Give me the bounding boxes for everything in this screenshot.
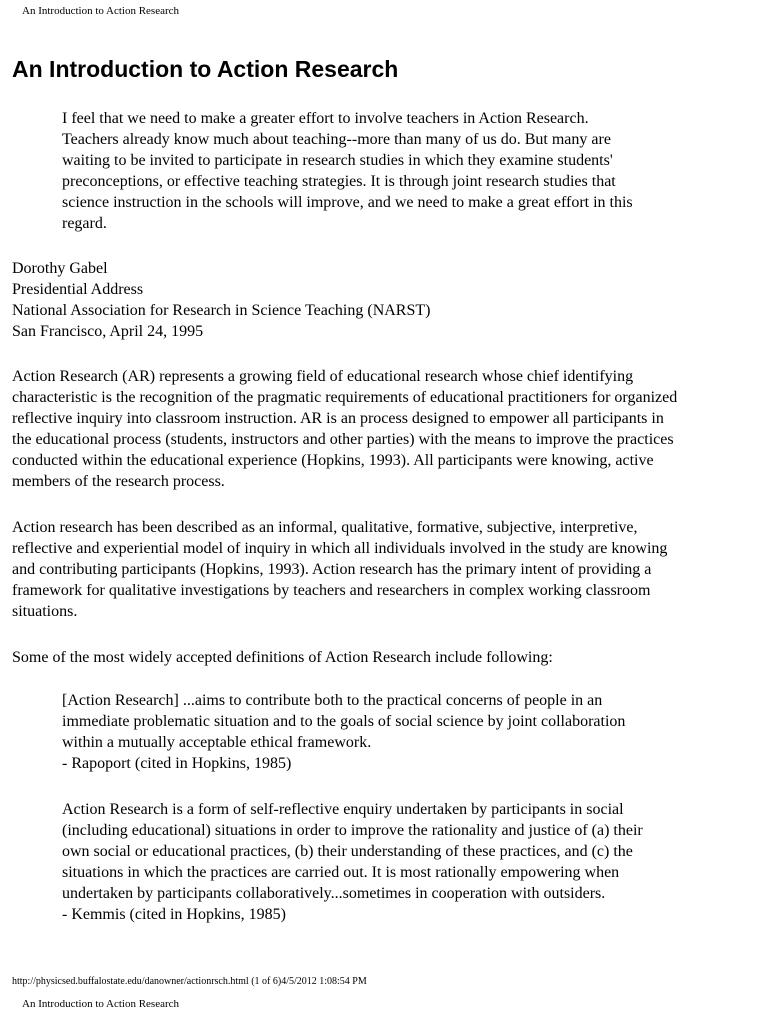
definition-quote-kemmis — [62, 799, 752, 925]
paragraph-line: the educational process (students, instructors and other parties) with the means to improve the practices — [12, 431, 674, 448]
running-header: An Introduction to Action Research — [22, 5, 180, 17]
epigraph-quote — [62, 108, 742, 234]
paragraph-line: conducted within the educational experience (Hopkins, 1993). All participants were knowing, active — [12, 452, 654, 469]
footer-url: http://physicsed.buffalostate.edu/danowner/actionrsch.html (1 of 6)4/5/2012 1:08:54 PM — [12, 976, 367, 987]
paragraph-line: characteristic is the recognition of the pragmatic requirements of educational practitioners for organized — [12, 389, 678, 406]
definition-line: immediate problematic situation and to the goals of social science by joint collaboration — [62, 713, 626, 730]
epigraph-line: Teachers already know much about teaching--more than many of us do. But many are — [62, 131, 611, 148]
epigraph-line: I feel that we need to make a greater effort to involve teachers in Action Research. — [62, 110, 589, 127]
paragraph-line: Action research has been described as an informal, qualitative, formative, subjective, interpretive, — [12, 519, 638, 536]
attribution-line: Dorothy Gabel — [12, 260, 108, 277]
definition-line: within a mutually acceptable ethical framework. — [62, 734, 372, 751]
epigraph-line: preconceptions, or effective teaching strategies. It is through joint research studies that — [62, 173, 616, 190]
definition-line: [Action Research] ...aims to contribute both to the practical concerns of people in an — [62, 692, 603, 709]
paragraph-line: and contributing participants (Hopkins, 1993). Action research has the primary intent of providing a — [12, 561, 652, 578]
paragraph-line: reflective and experiential model of inquiry in which all individuals involved in the study are knowing — [12, 540, 668, 557]
definition-line: own social or educational practices, (b) their understanding of these practices, and (c) the — [62, 843, 633, 860]
attribution-line: San Francisco, April 24, 1995 — [12, 323, 204, 340]
paragraph-ar-description — [12, 517, 758, 622]
definition-line: situations in which the practices are carried out. It is most rationally empowering when — [62, 864, 620, 881]
footer-running-title: An Introduction to Action Research — [22, 998, 180, 1010]
definition-line: Action Research is a form of self-reflective enquiry undertaken by participants in social — [62, 801, 624, 818]
paragraph-line: situations. — [12, 603, 78, 620]
epigraph-line: science instruction in the schools will improve, and we need to make a great effort in this — [62, 194, 633, 211]
definition-quote-rapoport — [62, 690, 752, 774]
definition-citation: - Rapoport (cited in Hopkins, 1985) — [62, 755, 292, 772]
paragraph-ar-definition — [12, 366, 758, 492]
attribution-line: National Association for Research in Science Teaching (NARST) — [12, 302, 431, 319]
paragraph-line: framework for qualitative investigations by teachers and researchers in complex working classroom — [12, 582, 651, 599]
paragraph-definitions-intro — [12, 647, 758, 668]
attribution-line: Presidential Address — [12, 281, 144, 298]
definition-line: (including educational) situations in order to improve the rationality and justice of (a) their — [62, 822, 643, 839]
paragraph-line: reflective inquiry into classroom instruction. AR is an process designed to empower all participants in — [12, 410, 664, 427]
epigraph-line: regard. — [62, 215, 107, 232]
page-title: An Introduction to Action Research — [12, 56, 399, 82]
epigraph-attribution — [12, 258, 752, 342]
paragraph-line: Action Research (AR) represents a growing field of educational research whose chief identifying — [12, 368, 634, 385]
definition-line: undertaken by participants collaboratively...sometimes in cooperation with outsiders. — [62, 885, 606, 902]
paragraph-line: Some of the most widely accepted definitions of Action Research include following: — [12, 649, 553, 666]
definition-citation: - Kemmis (cited in Hopkins, 1985) — [62, 906, 286, 923]
paragraph-line: members of the research process. — [12, 473, 225, 490]
epigraph-line: waiting to be invited to participate in research studies in which they examine students' — [62, 152, 613, 169]
